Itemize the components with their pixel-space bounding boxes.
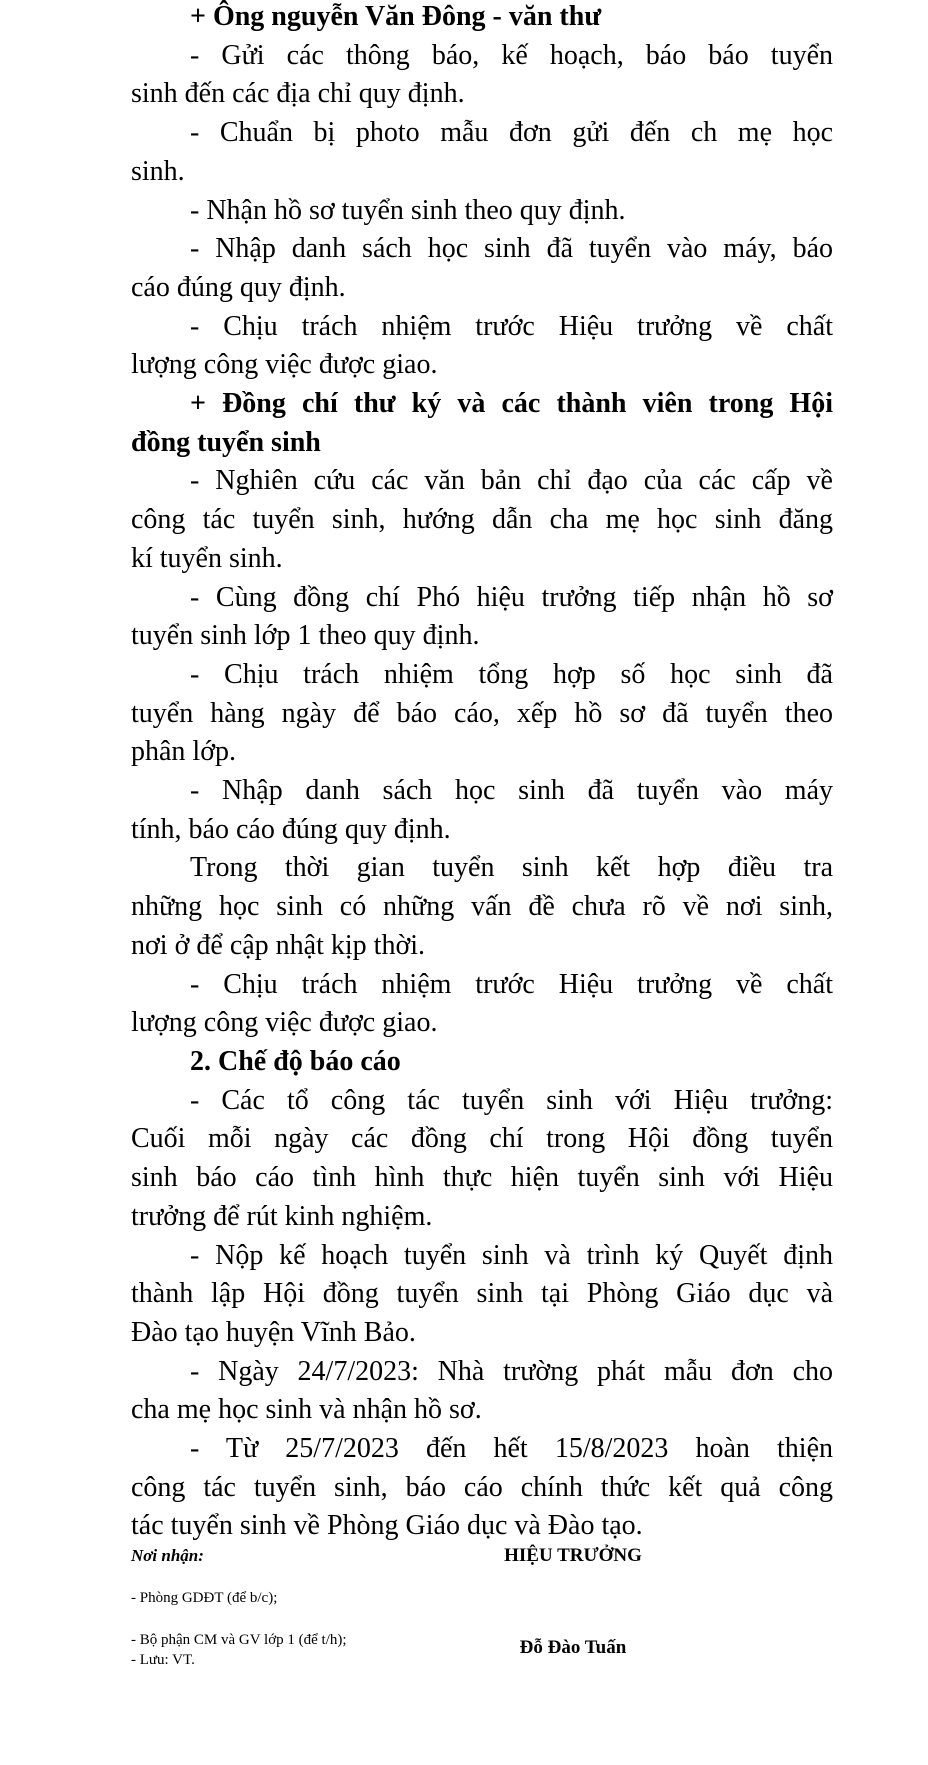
recipients-title: Nơi nhận: (131, 1546, 204, 1565)
paragraph (131, 192, 833, 231)
paragraph (131, 579, 833, 656)
paragraph (131, 114, 833, 191)
text-line: tính, báo cáo đúng quy định. (131, 813, 451, 845)
text-line: + Đồng chí thư ký và các thành viên trong Hội (190, 388, 833, 420)
text-line: sinh. (131, 155, 185, 187)
document-body (131, 0, 833, 1546)
text-line: công tác tuyển sinh, hướng dẫn cha mẹ học sinh đăng (131, 504, 833, 536)
text-line: - Chịu trách nhiệm trước Hiệu trưởng về chất (190, 310, 833, 342)
text-line: - Nộp kế hoạch tuyển sinh và trình ký Quyết định (190, 1239, 833, 1271)
text-line: Đào tạo huyện Vĩnh Bảo. (131, 1316, 416, 1348)
paragraph (131, 230, 833, 307)
text-line: - Nghiên cứu các văn bản chỉ đạo của các cấp về (190, 465, 833, 497)
recipient-item: - Lưu: VT. (131, 1652, 195, 1668)
paragraph (131, 462, 833, 578)
text-line: - Từ 25/7/2023 đến hết 15/8/2023 hoàn thiện (190, 1433, 833, 1465)
text-line: đồng tuyển sinh (131, 426, 321, 458)
text-line: - Nhập danh sách học sinh đã tuyển vào máy (190, 775, 833, 807)
text-line: thành lập Hội đồng tuyển sinh tại Phòng Giáo dục và (131, 1278, 833, 1310)
section-heading (131, 1043, 833, 1082)
text-line: tuyển sinh lớp 1 theo quy định. (131, 620, 480, 652)
text-line: trưởng để rút kinh nghiệm. (131, 1200, 433, 1232)
text-line: - Ngày 24/7/2023: Nhà trường phát mẫu đơn cho (190, 1355, 833, 1387)
text-line: - Chuẩn bị photo mẫu đơn gửi đến ch mẹ học (190, 117, 833, 149)
signer-title: HIỆU TRƯỞNG (504, 1545, 642, 1566)
text-line: tuyển hàng ngày để báo cáo, xếp hồ sơ đã tuyển theo (131, 697, 833, 729)
text-line: tác tuyển sinh về Phòng Giáo dục và Đào tạo. (131, 1510, 643, 1542)
text-line: Cuối mỗi ngày các đồng chí trong Hội đồng tuyển (131, 1123, 833, 1155)
paragraph (131, 1237, 833, 1353)
paragraph (131, 37, 833, 114)
section-heading (131, 385, 833, 462)
text-line: sinh đến các địa chỉ quy định. (131, 78, 465, 110)
paragraph (131, 656, 833, 772)
text-line: - Nhận hồ sơ tuyển sinh theo quy định. (190, 194, 626, 226)
recipient-item: - Phòng GDĐT (để b/c); (131, 1590, 278, 1606)
text-line: những học sinh có những vấn đề chưa rõ về nơi sinh, (131, 891, 833, 923)
text-line: Trong thời gian tuyển sinh kết hợp điều tra (190, 852, 833, 884)
text-line: - Gửi các thông báo, kế hoạch, báo báo tuyển (190, 39, 833, 71)
paragraph (131, 1430, 833, 1546)
text-line: cáo đúng quy định. (131, 271, 346, 303)
text-line: phân lớp. (131, 736, 237, 768)
text-line: + Ông nguyễn Văn Đông - văn thư (190, 1, 602, 32)
text-line: 2. Chế độ báo cáo (190, 1045, 401, 1077)
text-line: - Nhập danh sách học sinh đã tuyển vào máy, báo (190, 233, 833, 265)
paragraph (131, 966, 833, 1043)
text-line: lượng công việc được giao. (131, 349, 438, 381)
text-line: công tác tuyển sinh, báo cáo chính thức kết quả công (131, 1471, 833, 1503)
paragraph (131, 1082, 833, 1237)
paragraph (131, 772, 833, 849)
signer-name: Đỗ Đào Tuấn (519, 1637, 627, 1658)
text-line: sinh báo cáo tình hình thực hiện tuyển sinh với Hiệu (131, 1162, 833, 1194)
text-line: kí tuyển sinh. (131, 542, 283, 574)
recipient-item: - Bộ phận CM và GV lớp 1 (để t/h); (131, 1632, 347, 1648)
text-line: nơi ở để cập nhật kịp thời. (131, 929, 426, 961)
paragraph (131, 1353, 833, 1430)
text-line: cha mẹ học sinh và nhận hồ sơ. (131, 1394, 482, 1426)
paragraph (131, 308, 833, 385)
paragraph (131, 849, 833, 965)
text-line: - Các tổ công tác tuyển sinh với Hiệu trưởng: (190, 1084, 833, 1116)
text-line: - Chịu trách nhiệm tổng hợp số học sinh đã (190, 658, 833, 690)
section-heading (131, 0, 833, 37)
text-line: lượng công việc được giao. (131, 1007, 438, 1039)
text-line: - Chịu trách nhiệm trước Hiệu trưởng về chất (190, 968, 833, 1000)
text-line: - Cùng đồng chí Phó hiệu trưởng tiếp nhận hồ sơ (190, 581, 833, 613)
